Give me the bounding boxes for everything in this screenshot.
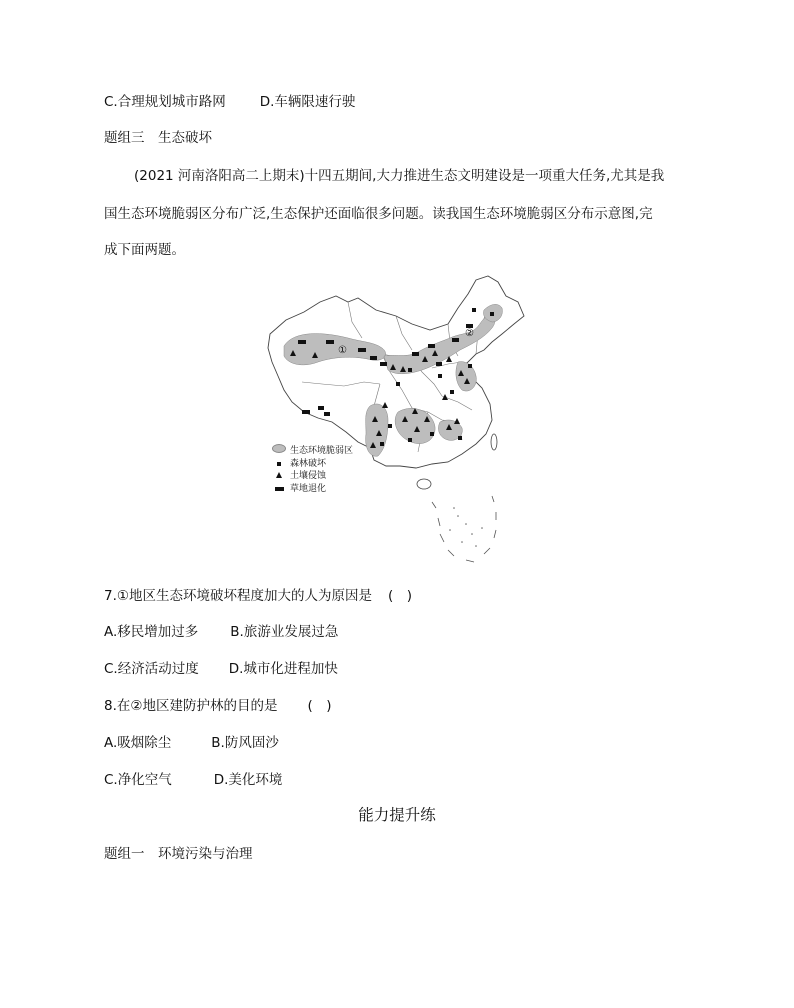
south-china-sea-boundary <box>432 496 496 562</box>
option-d[interactable]: D.城市化进程加快 <box>228 661 338 677</box>
hainan-island <box>417 479 431 489</box>
question-7 <box>104 586 412 606</box>
option-a[interactable]: A.吸烟除尘 <box>104 735 172 751</box>
intro-line-1: (2021 河南洛阳高二上期末)十四五期间,大力推进生态文明建设是一项重大任务,尤其是我 <box>134 168 665 184</box>
intro-line-2: 国生态环境脆弱区分布广泛,生态保护还面临很多问题。读我国生态环境脆弱区分布示意图,完 <box>104 206 653 222</box>
option-b[interactable]: B.旅游业发展过急 <box>230 624 339 640</box>
map-legend <box>271 444 353 495</box>
legend-item-soil <box>271 470 353 483</box>
option-c: C.合理规划城市路网 <box>104 94 226 110</box>
group1-title: 题组一 环境污染与治理 <box>104 846 253 862</box>
region-marker-1: ① <box>338 345 347 356</box>
legend-item-fragile <box>271 444 353 458</box>
option-c[interactable]: C.净化空气 <box>104 772 172 788</box>
question-options-row <box>104 92 355 112</box>
square-icon <box>271 458 287 471</box>
legend-label-fragile: 生态环境脆弱区 <box>290 445 354 456</box>
fragile-zone-swatch <box>271 444 287 458</box>
legend-item-forest <box>271 458 353 471</box>
question-8-options-cd <box>104 770 282 790</box>
question-8-stem: 8.在②地区建防护林的目的是 <box>104 698 278 714</box>
legend-item-grass <box>271 483 353 496</box>
option-d[interactable]: D.美化环境 <box>213 772 283 788</box>
intro-line-3: 成下面两题。 <box>104 242 185 258</box>
answer-blank[interactable]: ( ) <box>307 698 332 714</box>
question-7-options-cd <box>104 659 338 679</box>
section-title: 能力提升练 <box>358 806 436 824</box>
question-7-stem: 7.①地区生态环境破坏程度加大的人为原因是 <box>104 588 372 604</box>
legend-label-forest: 森林破坏 <box>290 458 327 469</box>
option-a[interactable]: A.移民增加过多 <box>104 624 199 640</box>
option-c[interactable]: C.经济活动过度 <box>104 661 199 677</box>
option-b[interactable]: B.防风固沙 <box>211 735 279 751</box>
small-islands <box>449 507 483 547</box>
option-d: D.车辆限速行驶 <box>259 94 356 110</box>
question-8-options-ab <box>104 733 279 753</box>
question-8 <box>104 696 332 716</box>
region-marker-2: ② <box>465 328 474 339</box>
question-7-options-ab <box>104 622 338 642</box>
answer-blank[interactable]: ( ) <box>387 588 413 604</box>
legend-label-soil: 土壤侵蚀 <box>290 471 327 481</box>
legend-label-grass: 草地退化 <box>290 483 327 494</box>
triangle-icon <box>271 470 287 483</box>
ecological-fragile-zone-map <box>262 272 534 572</box>
bar-icon <box>271 483 287 496</box>
taiwan-island <box>491 434 497 450</box>
group3-title: 题组三 生态破坏 <box>104 130 212 146</box>
